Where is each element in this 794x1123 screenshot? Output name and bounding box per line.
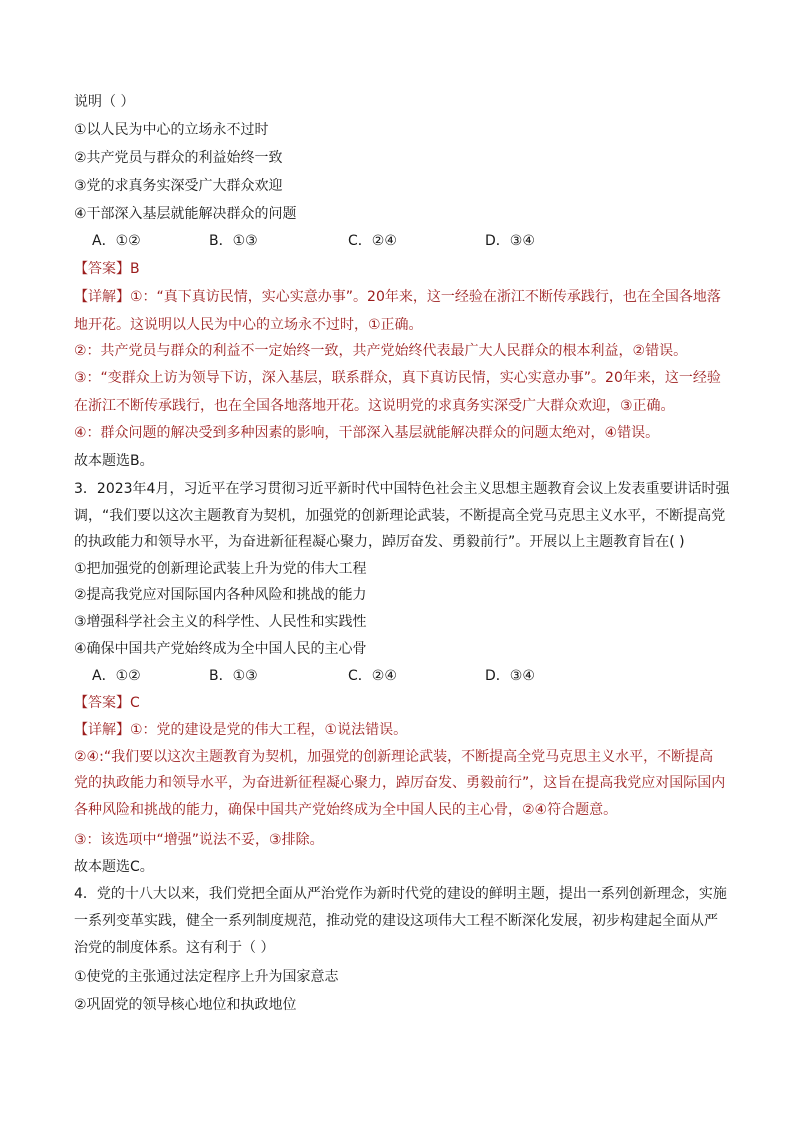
q4-stem-line: 一系列变革实践，健全一系列制度规范，推动党的建设这项伟大工程不断深化发展，初步构建起全面从严 [74,913,718,929]
q3-stem-line: 的执政能力和领导水平，为奋进新征程凝心聚力，踔厉奋发、勇毅前行”。开展以上主题教育旨在( ) [74,534,685,550]
q2-stem-end: 说明（ ） [74,94,135,110]
option-c: C．②④ [348,668,397,684]
q3-answer: 【答案】C [74,695,140,711]
option-d: D．③④ [485,668,535,684]
q2-analysis-line: ④：群众问题的解决受到多种因素的影响，干部深入基层就能解决群众的问题太绝对，④错误。 [74,425,660,441]
q3-item-3: ③增强科学社会主义的科学性、人民性和实践性 [74,614,367,630]
q2-item-2: ②共产党员与群众的利益始终一致 [74,150,283,166]
option-a: A．①② [92,233,141,249]
option-b: B．①③ [209,233,258,249]
q3-item-2: ②提高我党应对国际国内各种风险和挑战的能力 [74,587,367,603]
q3-item-1: ①把加强党的创新理论武装上升为党的伟大工程 [74,561,367,577]
q2-analysis-line: 在浙江不断传承践行，也在全国各地落地开花。这说明党的求真务实深受广大群众欢迎，③正确。 [74,398,675,414]
option-d: D．③④ [485,233,535,249]
q2-analysis-line: ②：共产党员与群众的利益不一定始终一致，共产党始终代表最广大人民群众的根本利益，②错误。 [74,343,688,359]
q2-conclusion: 故本题选B。 [74,453,154,469]
q3-analysis-line: ②④:“我们要以这次主题教育为契机，加强党的创新理论武装，不断提高全党马克思主义水平，不断提高 [74,749,714,765]
option-b: B．①③ [209,668,258,684]
q3-analysis-line: 党的执政能力和领导水平，为奋进新征程凝心聚力，踔厉奋发、勇毅前行”，这旨在提高我党应对国际国内 [74,775,726,791]
q3-stem-line: 3．2023年4月，习近平在学习贯彻习近平新时代中国特色社会主义思想主题教育会议上发表重要讲话时强 [74,481,730,497]
q2-answer: 【答案】B [74,261,140,277]
q3-conclusion: 故本题选C。 [74,859,154,875]
q2-analysis-line: 地开花。这说明以人民为中心的立场永不过时，①正确。 [74,317,423,333]
q3-item-4: ④确保中国共产党始终成为全中国人民的主心骨 [74,641,367,657]
q2-item-1: ①以人民为中心的立场永不过时 [74,122,269,138]
q2-analysis-line: ③：“变群众上访为领导下访，深入基层，联系群众，真下真访民情，实心实意办事”。20年来，这一经验 [74,370,721,386]
q4-item-1: ①使党的主张通过法定程序上升为国家意志 [74,969,339,985]
q4-stem-line: 治党的制度体系。这有利于（ ） [74,940,275,956]
q3-analysis-line: 各种风险和挑战的能力，确保中国共产党始终成为全中国人民的主心骨，②④符合题意。 [74,802,618,818]
q4-stem-line: 4．党的十八大以来，我们党把全面从严治党作为新时代党的建设的鲜明主题，提出一系列创新理念，实施 [74,886,727,902]
q2-item-3: ③党的求真务实深受广大群众欢迎 [74,178,283,194]
option-a: A．①② [92,668,141,684]
q2-analysis-line: 【详解】①：“真下真访民情，实心实意办事”。20年来，这一经验在浙江不断传承践行，也在全国各地落 [74,289,721,305]
q4-item-2: ②巩固党的领导核心地位和执政地位 [74,997,297,1013]
q3-analysis-line: ③：该选项中“增强”说法不妥，③排除。 [74,832,324,848]
q2-item-4: ④干部深入基层就能解决群众的问题 [74,206,297,222]
q3-analysis-line: 【详解】①：党的建设是党的伟大工程，①说法错误。 [74,722,408,738]
q3-stem-line: 调，“我们要以这次主题教育为契机，加强党的创新理论武装，不断提高全党马克思主义水平，不断提高党 [74,508,726,524]
option-c: C．②④ [348,233,397,249]
